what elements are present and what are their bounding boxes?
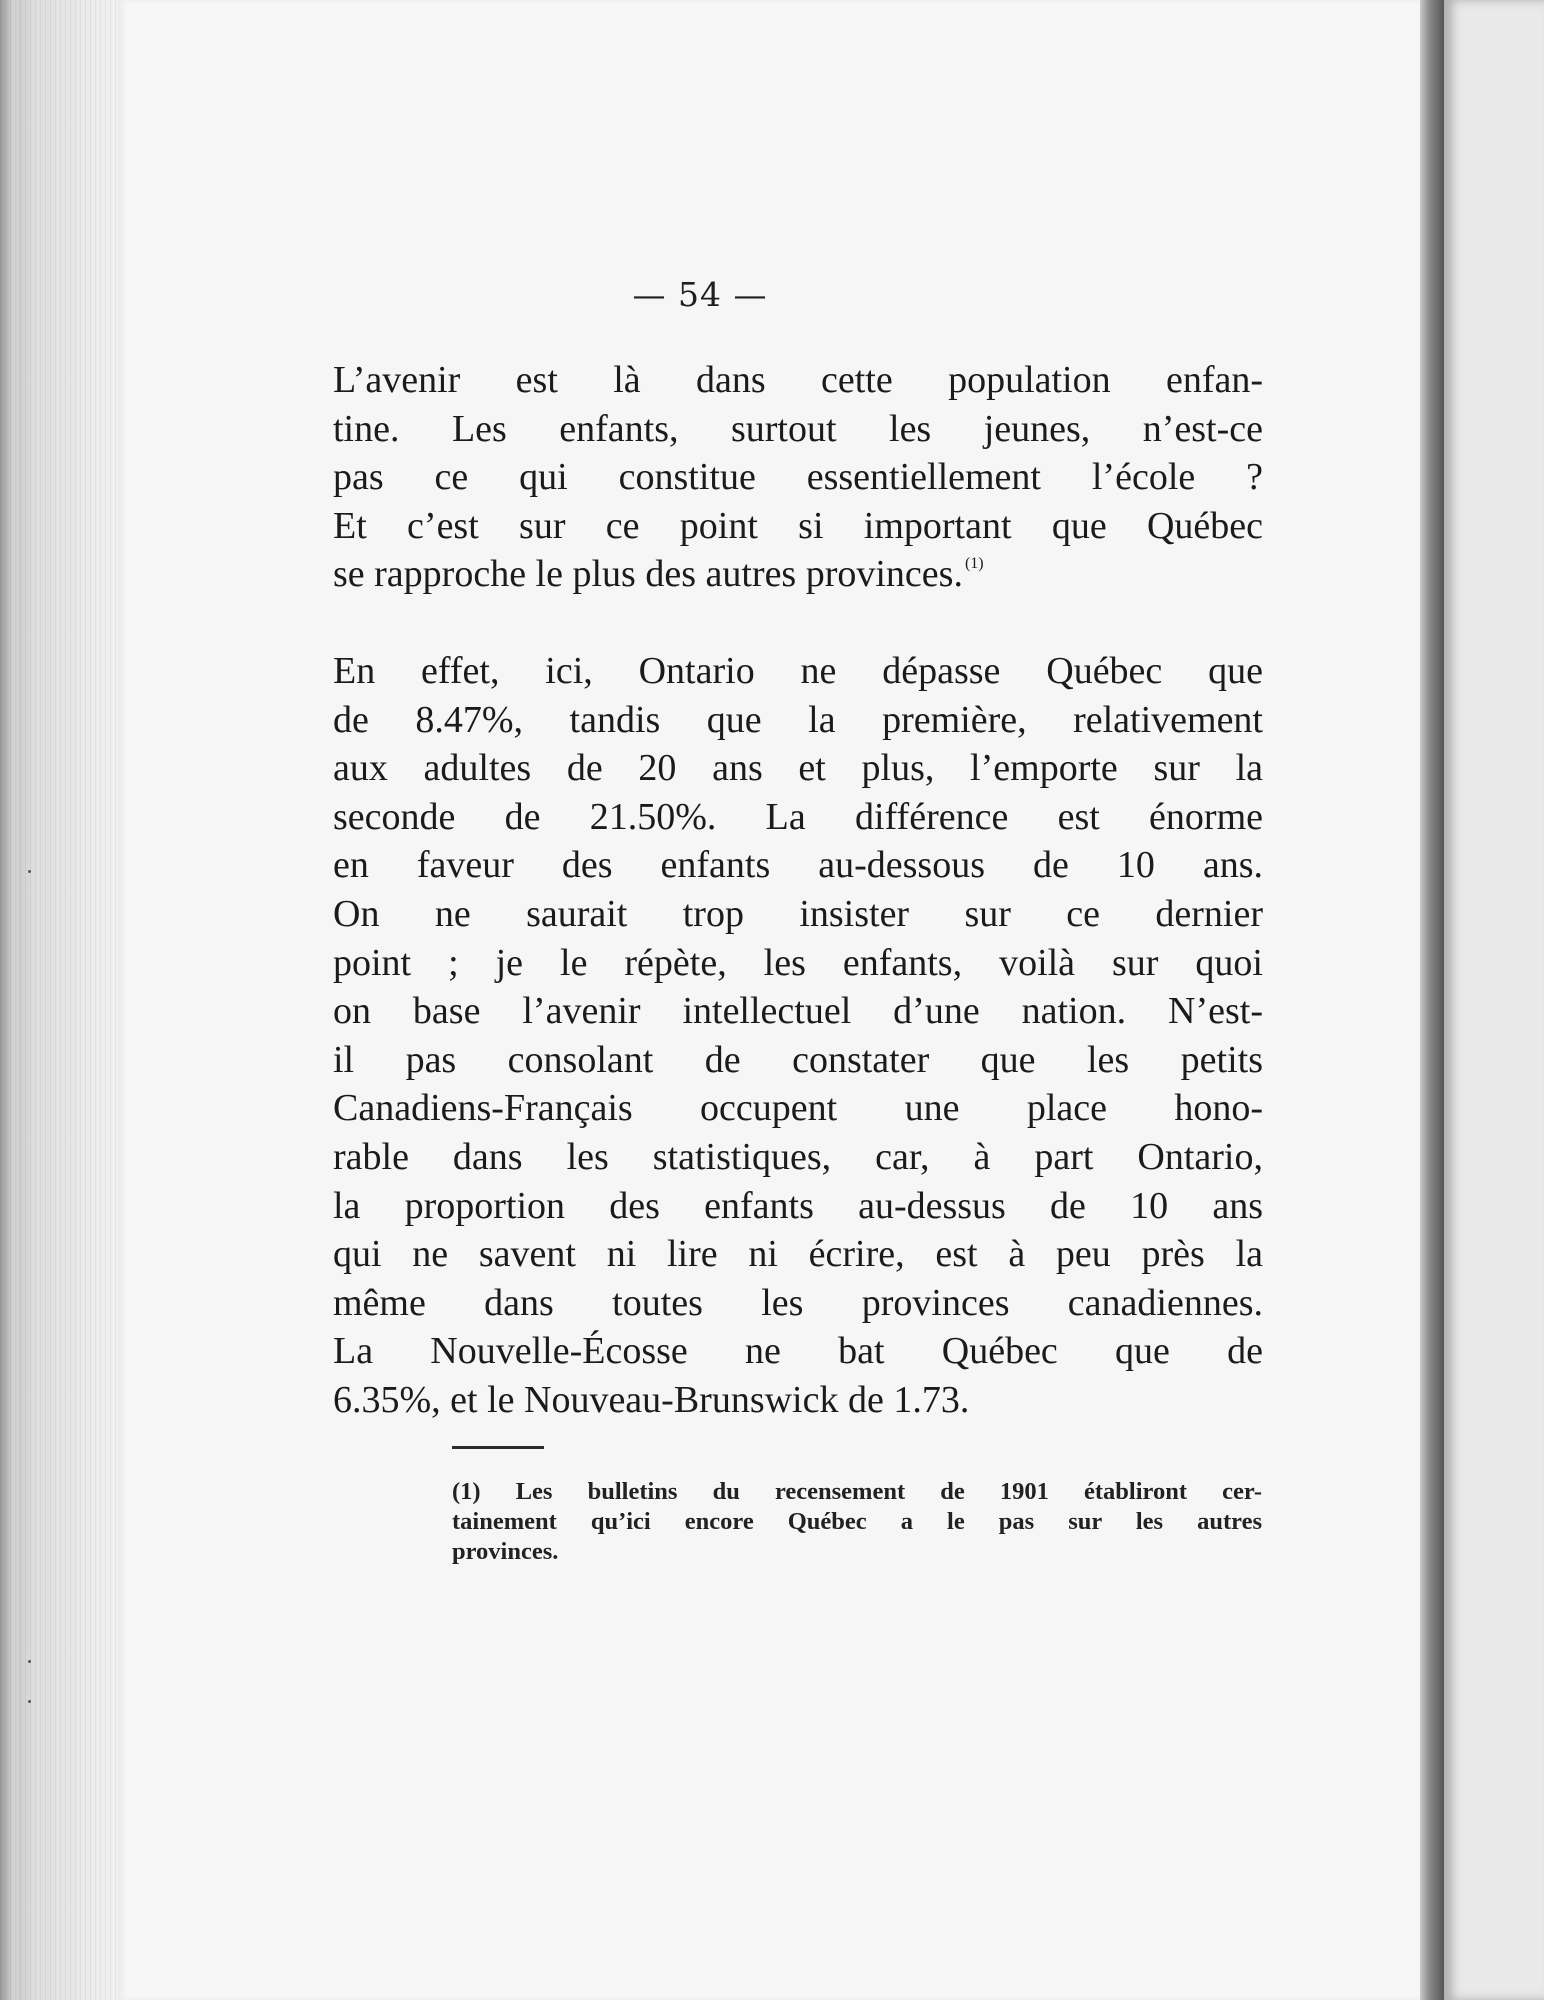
text-line: 6.35%, et le Nouveau-Brunswick de 1.73. [333, 1378, 970, 1421]
text-line: de 8.47%, tandis que la première, relativement [333, 698, 1263, 741]
footnote-line: provinces. [452, 1538, 559, 1565]
text-line: on base l’avenir intellectuel d’une nation. N’est- [333, 990, 1263, 1033]
text-line: L’avenir est là dans cette population enfan- [333, 359, 1263, 401]
text-line: aux adultes de 20 ans et plus, l’emporte sur la [333, 747, 1263, 790]
text-line: Canadiens-Français occupent une place hono- [333, 1087, 1263, 1130]
scan-speck [28, 1660, 31, 1663]
text-line: qui ne savent ni lire ni écrire, est à peu près la [333, 1233, 1263, 1276]
text-line: On ne saurait trop insister sur ce dernier [333, 892, 1263, 935]
text-line: il pas consolant de constater que les petits [333, 1038, 1263, 1081]
text-line: point ; je le répète, les enfants, voilà sur quoi [333, 941, 1263, 984]
paragraph-1 [333, 356, 1263, 599]
text-line [333, 550, 1263, 599]
text-line: la proportion des enfants au-dessus de 10 ans [333, 1184, 1263, 1227]
page-number: — 54 — [632, 275, 768, 314]
footnote-separator [452, 1446, 544, 1449]
facing-page-edge [1444, 0, 1544, 2000]
book-gutter [1420, 0, 1444, 2000]
text-line: tine. Les enfants, surtout les jeunes, n’est-ce [333, 407, 1263, 450]
text-line: même dans toutes les provinces canadiennes. [333, 1281, 1263, 1324]
text-line-content: se rapproche le plus des autres provinces. [333, 553, 963, 596]
text-line: En effet, ici, Ontario ne dépasse Québec que [333, 649, 1263, 692]
text-line: en faveur des enfants au-dessous de 10 ans. [333, 844, 1263, 887]
text-line: pas ce qui constitue essentiellement l’école ? [333, 456, 1263, 499]
page-edge-stack [0, 0, 118, 2000]
text-line: Et c’est sur ce point si important que Québec [333, 504, 1263, 547]
footnote-line: tainement qu’ici encore Québec a le pas sur les autres [452, 1508, 1262, 1535]
footnote-line: (1) Les bulletins du recensement de 1901 établiront cer- [452, 1478, 1262, 1505]
scan-speck [28, 870, 31, 873]
scan-speck [28, 1700, 31, 1703]
footnote [452, 1477, 1262, 1567]
paragraph-gap [333, 599, 1263, 647]
text-line: rable dans les statistiques, car, à part Ontario, [333, 1135, 1263, 1178]
main-text [333, 356, 1263, 1424]
text-line: La Nouvelle-Écosse ne bat Québec que de [333, 1330, 1263, 1373]
paragraph-2 [333, 647, 1263, 1425]
text-line: seconde de 21.50%. La différence est énorme [333, 795, 1263, 838]
footnote-reference: (1) [964, 555, 984, 573]
